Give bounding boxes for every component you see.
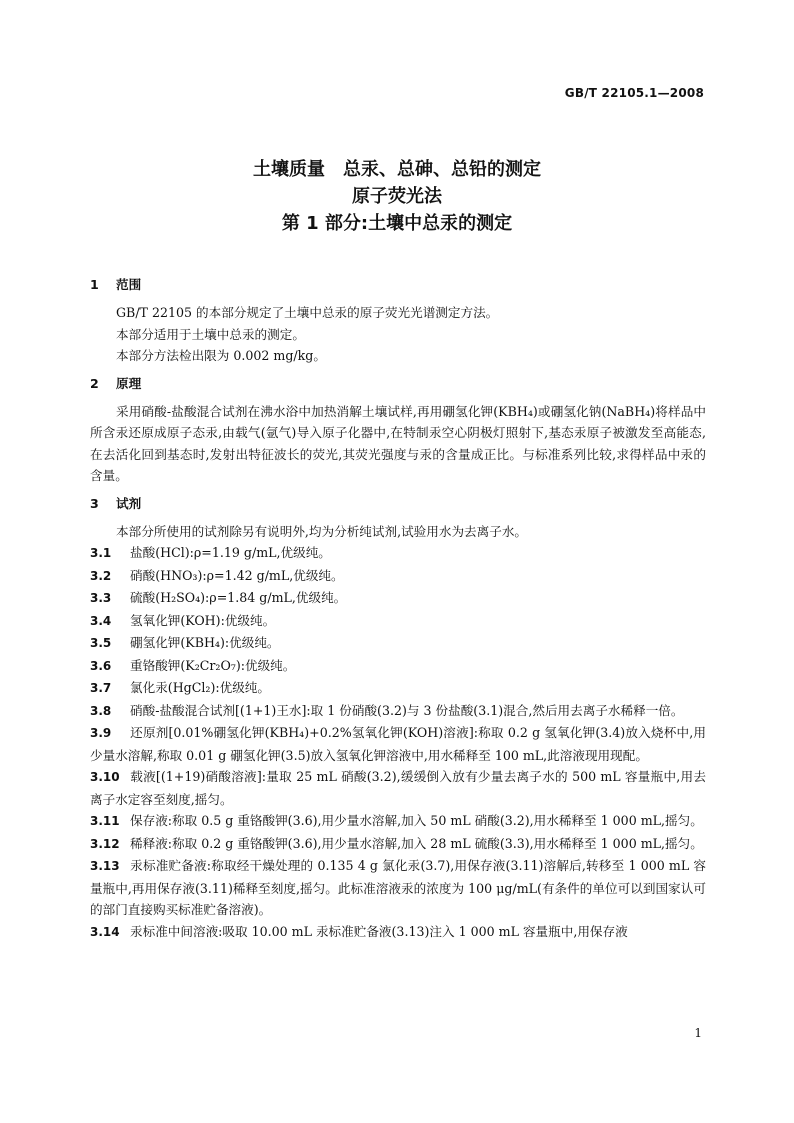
reagent-item: [90, 610, 706, 633]
item-number: 3.1: [90, 546, 112, 560]
section-number: 3: [90, 495, 99, 511]
section-number: 2: [90, 375, 99, 391]
section-title: 范围: [116, 277, 142, 292]
reagent-item: [90, 632, 706, 655]
title-line-1: 土壤质量 总汞、总砷、总铅的测定: [253, 159, 541, 180]
item-text: 汞标准中间溶液:吸取 10.00 mL 汞标准贮备液(3.13)注入 1 000 mL 容量瓶中,用保存液: [130, 923, 628, 939]
item-text: 硫酸(H₂SO₄):ρ=1.84 g/mL,优级纯。: [130, 590, 347, 605]
item-number: 3.13: [90, 859, 120, 873]
item-text: 硝酸-盐酸混合试剂[(1+1)王水]:取 1 份硝酸(3.2)与 3 份盐酸(3.1)混合,然后用去离子水稀释一倍。: [130, 702, 684, 718]
document-title: [0, 156, 794, 237]
page-number: 1: [694, 1026, 702, 1040]
section-title: 试剂: [116, 495, 142, 511]
paragraph: 本部分所使用的试剂除另有说明外,均为分析纯试剂,试验用水为去离子水。: [116, 523, 528, 539]
reagent-item: [90, 921, 706, 944]
standard-number: GB/T 22105.1—2008: [564, 86, 704, 100]
paragraph: 本部分适用于土壤中总汞的测定。: [116, 326, 305, 342]
item-number: 3.10: [90, 770, 120, 784]
item-text: 盐酸(HCl):ρ=1.19 g/mL,优级纯。: [130, 545, 331, 560]
item-number: 3.5: [90, 636, 112, 650]
item-text: 氯化汞(HgCl₂):优级纯。: [130, 680, 270, 695]
item-number: 3.6: [90, 658, 112, 673]
paragraph: 本部分方法检出限为 0.002 mg/kg。: [116, 348, 326, 363]
item-number: 3.7: [90, 681, 112, 695]
reagent-item: [90, 855, 706, 921]
reagent-item: [90, 677, 706, 700]
reagent-item: [90, 542, 706, 565]
reagent-item: [90, 722, 706, 766]
item-text: 保存液:称取 0.5 g 重铬酸钾(3.6),用少量水溶解,加入 50 mL 硝酸(3.2),用水稀释至 1 000 mL,摇匀。: [130, 813, 703, 828]
item-text: 还原剂[0.01%硼氢化钾(KBH₄)+0.2%氢氧化钾(KOH)溶液]:称取 0.2 g 氢氧化钾(3.4)放入烧杯中,用少量水溶解,称取 0.01 g 硼氢化钾(3.5)放入氢氧化钾溶液中,用水稀释至 100 mL,此溶液现用现配。: [90, 725, 706, 763]
reagent-item: [90, 810, 706, 833]
title-line-2: 原子荧光法: [352, 186, 442, 207]
item-text: 汞标准贮备液:称取经干燥处理的 0.135 4 g 氯化汞(3.7),用保存液(3.11)溶解后,转移至 1 000 mL 容量瓶中,再用保存液(3.11)稀释至刻度,摇匀。此标准溶液汞的浓度为 100 μg/mL(有条件的单位可以到国家认可的部门直接购买标准贮备溶液)。: [90, 858, 706, 917]
item-text: 载液[(1+19)硝酸溶液]:量取 25 mL 硝酸(3.2),缓缓倒入放有少量去离子水的 500 mL 容量瓶中,用去离子水定容至刻度,摇匀。: [90, 769, 706, 807]
item-text: 氢氧化钾(KOH):优级纯。: [130, 612, 276, 628]
item-number: 3.12: [90, 836, 120, 851]
section-number: 1: [90, 277, 99, 292]
item-text: 硝酸(HNO₃):ρ=1.42 g/mL,优级纯。: [130, 567, 344, 583]
item-number: 3.14: [90, 924, 120, 939]
item-number: 3.4: [90, 613, 112, 628]
item-number: 3.2: [90, 568, 112, 583]
item-text: 重铬酸钾(K₂Cr₂O₇):优级纯。: [130, 657, 296, 673]
item-text: 硼氢化钾(KBH₄):优级纯。: [130, 635, 280, 650]
reagent-item: [90, 766, 706, 810]
item-number: 3.8: [90, 703, 112, 718]
section-title: 原理: [116, 375, 142, 391]
reagent-item: [90, 655, 706, 678]
paragraph: GB/T 22105 的本部分规定了土壤中总汞的原子荧光光谱测定方法。: [116, 305, 499, 320]
item-text: 稀释液:称取 0.2 g 重铬酸钾(3.6),用少量水溶解,加入 28 mL 硫酸(3.3),用水稀释至 1 000 mL,摇匀。: [130, 835, 703, 851]
item-number: 3.11: [90, 814, 120, 828]
reagent-item: [90, 565, 706, 588]
reagent-item: [90, 700, 706, 723]
section-heading-principle: [90, 373, 706, 394]
section-heading-scope: [90, 274, 706, 295]
reagent-item: [90, 833, 706, 856]
paragraph: 采用硝酸-盐酸混合试剂在沸水浴中加热消解土壤试样,再用硼氢化钾(KBH₄)或硼氢化钠(NaBH₄)将样品中所含汞还原成原子态汞,由载气(氩气)导入原子化器中,在特制汞空心阴极灯照射下,基态汞原子被激发至高能态,在去活化回到基态时,发射出特征波长的荧光,其荧光强度与汞的含量成正比。与标准系列比较,求得样品中汞的含量。: [90, 403, 706, 483]
title-line-3: 第 1 部分:土壤中总汞的测定: [281, 213, 513, 234]
item-number: 3.9: [90, 726, 112, 740]
document-body: [90, 274, 706, 943]
section-heading-reagents: [90, 493, 706, 514]
item-number: 3.3: [90, 591, 112, 605]
reagent-item: [90, 587, 706, 610]
